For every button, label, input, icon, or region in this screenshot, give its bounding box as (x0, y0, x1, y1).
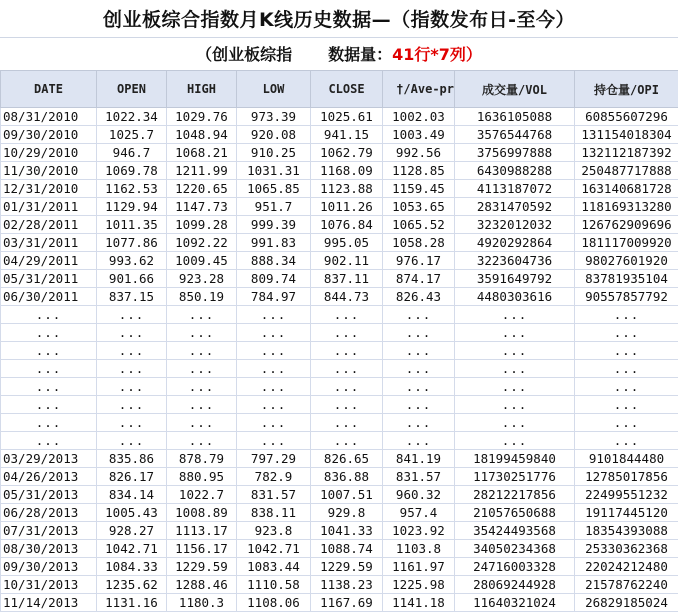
cell-high[interactable]: 1068.21 (167, 144, 237, 162)
cell-low[interactable]: 838.11 (237, 504, 311, 522)
cell-high[interactable]: 1092.22 (167, 234, 237, 252)
cell-ellipsis[interactable]: ... (575, 342, 678, 360)
column-header-low[interactable]: LOW (237, 71, 311, 108)
header-row (1, 71, 678, 108)
cell-date[interactable]: 11/30/2010 (1, 162, 97, 180)
cell-date[interactable]: 10/31/2013 (1, 576, 97, 594)
cell-open-interest[interactable]: 60855607296 (575, 108, 678, 126)
cell-open-interest[interactable]: 181117009920 (575, 234, 678, 252)
cell-volume[interactable]: 2831470592 (455, 198, 575, 216)
cell-open-interest[interactable]: 83781935104 (575, 270, 678, 288)
cell-volume[interactable]: 11640321024 (455, 594, 575, 612)
cell-high[interactable]: 1099.28 (167, 216, 237, 234)
cell-ellipsis[interactable]: ... (167, 342, 237, 360)
table-row (1, 252, 678, 270)
cell-average-price[interactable]: 1002.03 (383, 108, 455, 126)
cell-average-price[interactable]: 1023.92 (383, 522, 455, 540)
cell-ellipsis[interactable]: ... (455, 378, 575, 396)
cell-open-interest[interactable]: 25330362368 (575, 540, 678, 558)
cell-average-price[interactable]: 1053.65 (383, 198, 455, 216)
cell-ellipsis[interactable]: ... (311, 414, 383, 432)
cell-average-price[interactable]: 1065.52 (383, 216, 455, 234)
cell-average-price[interactable]: 826.43 (383, 288, 455, 306)
cell-date[interactable]: 04/29/2011 (1, 252, 97, 270)
cell-date[interactable]: 06/30/2011 (1, 288, 97, 306)
cell-close[interactable]: 941.15 (311, 126, 383, 144)
cell-open[interactable]: 946.7 (97, 144, 167, 162)
cell-average-price[interactable]: 957.4 (383, 504, 455, 522)
table-row (1, 162, 678, 180)
cell-low[interactable]: 999.39 (237, 216, 311, 234)
cell-open-interest[interactable]: 131154018304 (575, 126, 678, 144)
cell-close[interactable]: 902.11 (311, 252, 383, 270)
cell-open-interest[interactable]: 22499551232 (575, 486, 678, 504)
cell-open[interactable]: 837.15 (97, 288, 167, 306)
cell-date[interactable]: 05/31/2013 (1, 486, 97, 504)
cell-high[interactable]: 1048.94 (167, 126, 237, 144)
cell-low[interactable]: 1110.58 (237, 576, 311, 594)
table-row (1, 234, 678, 252)
cell-ellipsis[interactable]: ... (311, 342, 383, 360)
cell-close[interactable]: 1041.33 (311, 522, 383, 540)
table-row (1, 468, 678, 486)
cell-average-price[interactable]: 1103.8 (383, 540, 455, 558)
cell-high[interactable]: 1009.45 (167, 252, 237, 270)
cell-date[interactable]: 08/30/2013 (1, 540, 97, 558)
cell-low[interactable]: 973.39 (237, 108, 311, 126)
cell-ellipsis[interactable]: ... (383, 432, 455, 450)
cell-ellipsis[interactable]: ... (97, 414, 167, 432)
cell-open[interactable]: 1025.7 (97, 126, 167, 144)
cell-average-price[interactable]: 976.17 (383, 252, 455, 270)
cell-open-interest[interactable]: 19117445120 (575, 504, 678, 522)
table-row (1, 540, 678, 558)
cell-date[interactable]: 04/26/2013 (1, 468, 97, 486)
cell-ellipsis[interactable]: ... (455, 306, 575, 324)
column-header-volume[interactable]: 成交量/VOL (455, 71, 575, 108)
cell-date[interactable]: 09/30/2013 (1, 558, 97, 576)
cell-ellipsis[interactable]: ... (237, 378, 311, 396)
column-header-average-price-text: †/Ave-pr (396, 82, 454, 96)
cell-close[interactable]: 1062.79 (311, 144, 383, 162)
cell-close[interactable]: 1011.26 (311, 198, 383, 216)
subtitle-index-name: （创业板综指 (196, 45, 293, 64)
cell-open[interactable]: 835.86 (97, 450, 167, 468)
cell-open-interest[interactable]: 26829185024 (575, 594, 678, 612)
table-row (1, 144, 678, 162)
cell-average-price[interactable]: 841.19 (383, 450, 455, 468)
cell-low[interactable]: 1031.31 (237, 162, 311, 180)
cell-ellipsis[interactable]: ... (97, 378, 167, 396)
cell-close[interactable]: 844.73 (311, 288, 383, 306)
cell-high[interactable]: 1220.65 (167, 180, 237, 198)
cell-open[interactable]: 1162.53 (97, 180, 167, 198)
column-header-average-price[interactable] (383, 71, 455, 108)
cell-open-interest[interactable]: 12785017856 (575, 468, 678, 486)
cell-low[interactable]: 1065.85 (237, 180, 311, 198)
table-row (1, 450, 678, 468)
cell-date[interactable]: 03/29/2013 (1, 450, 97, 468)
cell-ellipsis[interactable]: ... (455, 342, 575, 360)
cell-close[interactable]: 837.11 (311, 270, 383, 288)
cell-ellipsis[interactable]: ... (237, 414, 311, 432)
cell-high[interactable]: 1113.17 (167, 522, 237, 540)
cell-high[interactable]: 1147.73 (167, 198, 237, 216)
cell-average-price[interactable]: 1128.85 (383, 162, 455, 180)
ellipsis-row (1, 432, 678, 450)
cell-date[interactable]: 10/29/2010 (1, 144, 97, 162)
ellipsis-row (1, 342, 678, 360)
cell-ellipsis[interactable]: ... (383, 414, 455, 432)
cell-low[interactable]: 797.29 (237, 450, 311, 468)
table-row (1, 576, 678, 594)
table-row (1, 198, 678, 216)
ellipsis-row (1, 360, 678, 378)
cell-ellipsis[interactable]: ... (1, 342, 97, 360)
ellipsis-row (1, 378, 678, 396)
cell-ellipsis[interactable]: ... (97, 342, 167, 360)
cell-open[interactable]: 993.62 (97, 252, 167, 270)
cell-average-price[interactable]: 992.56 (383, 144, 455, 162)
cell-volume[interactable]: 3232012032 (455, 216, 575, 234)
cell-ellipsis[interactable]: ... (237, 324, 311, 342)
column-header-open-interest[interactable]: 持仓量/OPI (575, 71, 678, 108)
cell-ellipsis[interactable]: ... (383, 360, 455, 378)
cell-high[interactable]: 878.79 (167, 450, 237, 468)
cell-high[interactable]: 1229.59 (167, 558, 237, 576)
cell-ellipsis[interactable]: ... (311, 306, 383, 324)
cell-high[interactable]: 1029.76 (167, 108, 237, 126)
cell-ellipsis[interactable]: ... (1, 324, 97, 342)
cell-close[interactable]: 1123.88 (311, 180, 383, 198)
cell-date[interactable]: 06/28/2013 (1, 504, 97, 522)
cell-high[interactable]: 1211.99 (167, 162, 237, 180)
cell-volume[interactable]: 3576544768 (455, 126, 575, 144)
cell-open[interactable]: 901.66 (97, 270, 167, 288)
cell-ellipsis[interactable]: ... (1, 396, 97, 414)
cell-ellipsis[interactable]: ... (455, 360, 575, 378)
cell-close[interactable]: 1229.59 (311, 558, 383, 576)
cell-volume[interactable]: 3223604736 (455, 252, 575, 270)
cell-date[interactable]: 07/31/2013 (1, 522, 97, 540)
cell-open[interactable]: 1084.33 (97, 558, 167, 576)
table-row (1, 504, 678, 522)
cell-ellipsis[interactable]: ... (383, 378, 455, 396)
cell-open-interest[interactable]: 126762909696 (575, 216, 678, 234)
cell-ellipsis[interactable]: ... (575, 306, 678, 324)
cell-ellipsis[interactable]: ... (167, 378, 237, 396)
cell-open[interactable]: 1235.62 (97, 576, 167, 594)
cell-average-price[interactable]: 1058.28 (383, 234, 455, 252)
page-title: 创业板综合指数月K线历史数据—（指数发布日-至今） (0, 0, 678, 38)
cell-ellipsis[interactable]: ... (237, 306, 311, 324)
cell-low[interactable]: 1108.06 (237, 594, 311, 612)
cell-low[interactable]: 920.08 (237, 126, 311, 144)
cell-date[interactable]: 12/31/2010 (1, 180, 97, 198)
cell-ellipsis[interactable]: ... (455, 432, 575, 450)
cell-average-price[interactable]: 874.17 (383, 270, 455, 288)
table-row (1, 594, 678, 612)
cell-ellipsis[interactable]: ... (575, 378, 678, 396)
cell-volume[interactable]: 4113187072 (455, 180, 575, 198)
cell-ellipsis[interactable]: ... (311, 432, 383, 450)
cell-average-price[interactable]: 960.32 (383, 486, 455, 504)
cell-volume[interactable]: 1636105088 (455, 108, 575, 126)
cell-ellipsis[interactable]: ... (97, 324, 167, 342)
cell-ellipsis[interactable]: ... (311, 360, 383, 378)
cell-close[interactable]: 836.88 (311, 468, 383, 486)
table-row (1, 288, 678, 306)
cell-low[interactable]: 784.97 (237, 288, 311, 306)
subtitle-count-label: 数据量： (328, 45, 393, 64)
cell-high[interactable]: 880.95 (167, 468, 237, 486)
cell-low[interactable]: 888.34 (237, 252, 311, 270)
cell-open[interactable]: 1022.34 (97, 108, 167, 126)
cell-open[interactable]: 1069.78 (97, 162, 167, 180)
cell-date[interactable]: 09/30/2010 (1, 126, 97, 144)
cell-close[interactable]: 1167.69 (311, 594, 383, 612)
cell-low[interactable]: 831.57 (237, 486, 311, 504)
cell-open-interest[interactable]: 118169313280 (575, 198, 678, 216)
cell-open-interest[interactable]: 90557857792 (575, 288, 678, 306)
cell-date[interactable]: 11/14/2013 (1, 594, 97, 612)
cell-close[interactable]: 1088.74 (311, 540, 383, 558)
cell-ellipsis[interactable]: ... (167, 432, 237, 450)
cell-volume[interactable]: 35424493568 (455, 522, 575, 540)
cell-ellipsis[interactable]: ... (311, 396, 383, 414)
column-header-open[interactable]: OPEN (97, 71, 167, 108)
cell-low[interactable]: 1083.44 (237, 558, 311, 576)
cell-open-interest[interactable]: 163140681728 (575, 180, 678, 198)
cell-high[interactable]: 1008.89 (167, 504, 237, 522)
cell-ellipsis[interactable]: ... (97, 396, 167, 414)
cell-ellipsis[interactable]: ... (167, 360, 237, 378)
cell-volume[interactable]: 3756997888 (455, 144, 575, 162)
cell-ellipsis[interactable]: ... (1, 414, 97, 432)
cell-ellipsis[interactable]: ... (1, 432, 97, 450)
cell-open[interactable]: 834.14 (97, 486, 167, 504)
cell-low[interactable]: 809.74 (237, 270, 311, 288)
cell-date[interactable]: 05/31/2011 (1, 270, 97, 288)
cell-volume[interactable]: 34050234368 (455, 540, 575, 558)
cell-ellipsis[interactable]: ... (237, 396, 311, 414)
cell-ellipsis[interactable]: ... (237, 360, 311, 378)
cell-open-interest[interactable]: 132112187392 (575, 144, 678, 162)
cell-open-interest[interactable]: 9101844480 (575, 450, 678, 468)
cell-high[interactable]: 1022.7 (167, 486, 237, 504)
cell-average-price[interactable]: 1141.18 (383, 594, 455, 612)
table-row (1, 558, 678, 576)
cell-close[interactable]: 1138.23 (311, 576, 383, 594)
table-row (1, 216, 678, 234)
cell-open-interest[interactable]: 98027601920 (575, 252, 678, 270)
cell-ellipsis[interactable]: ... (575, 324, 678, 342)
cell-low[interactable]: 991.83 (237, 234, 311, 252)
cell-ellipsis[interactable]: ... (97, 432, 167, 450)
cell-close[interactable]: 1007.51 (311, 486, 383, 504)
cell-open[interactable]: 1011.35 (97, 216, 167, 234)
cell-date[interactable]: 03/31/2011 (1, 234, 97, 252)
column-header-close[interactable]: CLOSE (311, 71, 383, 108)
cell-ellipsis[interactable]: ... (575, 396, 678, 414)
cell-volume[interactable]: 11730251776 (455, 468, 575, 486)
ellipsis-row (1, 414, 678, 432)
cell-ellipsis[interactable]: ... (311, 378, 383, 396)
table-row (1, 486, 678, 504)
cell-open[interactable]: 1005.43 (97, 504, 167, 522)
table-row (1, 108, 678, 126)
cell-volume[interactable]: 28212217856 (455, 486, 575, 504)
cell-volume[interactable]: 3591649792 (455, 270, 575, 288)
cell-open-interest[interactable]: 18354393088 (575, 522, 678, 540)
cell-volume[interactable]: 24716003328 (455, 558, 575, 576)
cell-open-interest[interactable]: 21578762240 (575, 576, 678, 594)
cell-volume[interactable]: 4480303616 (455, 288, 575, 306)
subtitle (0, 37, 678, 70)
cell-high[interactable]: 850.19 (167, 288, 237, 306)
cell-ellipsis[interactable]: ... (575, 432, 678, 450)
cell-low[interactable]: 1042.71 (237, 540, 311, 558)
cell-open[interactable]: 1042.71 (97, 540, 167, 558)
data-table (0, 70, 678, 612)
cell-ellipsis[interactable]: ... (167, 306, 237, 324)
cell-low[interactable]: 782.9 (237, 468, 311, 486)
cell-ellipsis[interactable]: ... (575, 360, 678, 378)
cell-ellipsis[interactable]: ... (167, 396, 237, 414)
cell-ellipsis[interactable]: ... (383, 396, 455, 414)
cell-low[interactable]: 910.25 (237, 144, 311, 162)
cell-close[interactable]: 929.8 (311, 504, 383, 522)
cell-open[interactable]: 1077.86 (97, 234, 167, 252)
cell-high[interactable]: 1180.3 (167, 594, 237, 612)
table-body (1, 108, 678, 612)
cell-ellipsis[interactable]: ... (455, 414, 575, 432)
subtitle-count-value: 41行*7列） (392, 45, 482, 64)
cell-ellipsis[interactable]: ... (383, 306, 455, 324)
cell-ellipsis[interactable]: ... (97, 360, 167, 378)
cell-volume[interactable]: 4920292864 (455, 234, 575, 252)
cell-ellipsis[interactable]: ... (1, 360, 97, 378)
cell-high[interactable]: 1288.46 (167, 576, 237, 594)
cell-close[interactable]: 826.65 (311, 450, 383, 468)
cell-average-price[interactable]: 831.57 (383, 468, 455, 486)
cell-ellipsis[interactable]: ... (383, 342, 455, 360)
column-header-date[interactable]: DATE (1, 71, 97, 108)
cell-open-interest[interactable]: 250487717888 (575, 162, 678, 180)
cell-high[interactable]: 923.28 (167, 270, 237, 288)
cell-open[interactable]: 1129.94 (97, 198, 167, 216)
table-row (1, 270, 678, 288)
table-row (1, 522, 678, 540)
ellipsis-row (1, 396, 678, 414)
cell-ellipsis[interactable]: ... (383, 324, 455, 342)
cell-ellipsis[interactable]: ... (167, 324, 237, 342)
cell-volume[interactable]: 6430988288 (455, 162, 575, 180)
cell-ellipsis[interactable]: ... (237, 432, 311, 450)
ellipsis-row (1, 324, 678, 342)
cell-close[interactable]: 995.05 (311, 234, 383, 252)
cell-open-interest[interactable]: 22024212480 (575, 558, 678, 576)
cell-close[interactable]: 1076.84 (311, 216, 383, 234)
cell-close[interactable]: 1168.09 (311, 162, 383, 180)
cell-low[interactable]: 951.7 (237, 198, 311, 216)
cell-volume[interactable]: 21057650688 (455, 504, 575, 522)
cell-open[interactable]: 1131.16 (97, 594, 167, 612)
cell-open[interactable]: 826.17 (97, 468, 167, 486)
cell-date[interactable]: 02/28/2011 (1, 216, 97, 234)
cell-average-price[interactable]: 1225.98 (383, 576, 455, 594)
cell-close[interactable]: 1025.61 (311, 108, 383, 126)
cell-ellipsis[interactable]: ... (167, 414, 237, 432)
cell-ellipsis[interactable]: ... (1, 378, 97, 396)
cell-ellipsis[interactable]: ... (455, 396, 575, 414)
cell-ellipsis[interactable]: ... (1, 306, 97, 324)
cell-high[interactable]: 1156.17 (167, 540, 237, 558)
cell-low[interactable]: 923.8 (237, 522, 311, 540)
cell-average-price[interactable]: 1003.49 (383, 126, 455, 144)
column-header-high[interactable]: HIGH (167, 71, 237, 108)
cell-date[interactable]: 01/31/2011 (1, 198, 97, 216)
cell-open[interactable]: 928.27 (97, 522, 167, 540)
table-row (1, 180, 678, 198)
table-row (1, 126, 678, 144)
cell-ellipsis[interactable]: ... (237, 342, 311, 360)
cell-ellipsis[interactable]: ... (455, 324, 575, 342)
cell-ellipsis[interactable]: ... (97, 306, 167, 324)
cell-average-price[interactable]: 1161.97 (383, 558, 455, 576)
cell-ellipsis[interactable]: ... (311, 324, 383, 342)
cell-average-price[interactable]: 1159.45 (383, 180, 455, 198)
cell-volume[interactable]: 28069244928 (455, 576, 575, 594)
ellipsis-row (1, 306, 678, 324)
cell-volume[interactable]: 18199459840 (455, 450, 575, 468)
cell-ellipsis[interactable]: ... (575, 414, 678, 432)
cell-date[interactable]: 08/31/2010 (1, 108, 97, 126)
